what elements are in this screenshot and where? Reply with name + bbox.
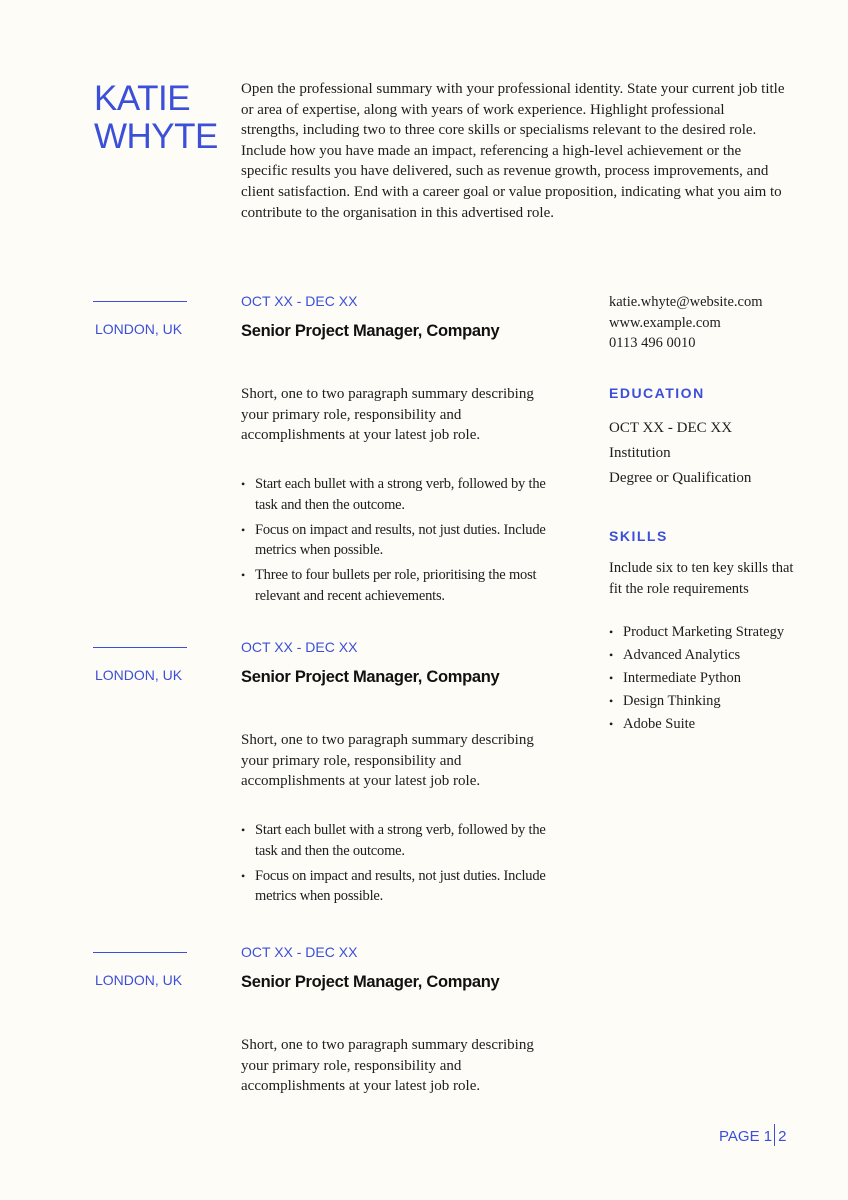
total-pages: 2: [778, 1128, 787, 1145]
job-location: LONDON, UK: [95, 321, 183, 337]
first-name: KATIE: [94, 79, 191, 118]
job-bullet: • Start each bullet with a strong verb, followed by the task and then the outcome.: [241, 474, 571, 515]
skill-item: • Adobe Suite: [609, 713, 784, 736]
education-degree: Degree or Qualification: [609, 470, 752, 486]
job-title: Senior Project Manager, Company: [241, 668, 500, 686]
section-divider: [93, 952, 187, 953]
job-description: Short, one to two paragraph summary describing your primary role, responsibility and accomplishments at your latest job role.: [241, 732, 534, 789]
job-bullet: • Focus on impact and results, not just duties. Include metrics when possible.: [241, 520, 571, 561]
job-bullet: • Focus on impact and results, not just duties. Include metrics when possible.: [241, 866, 571, 907]
professional-summary: Open the professional summary with your professional identity. State your current job title or area of expertise, along with years of work experience. Highlight professional strengths, including two to three core skills or specialisms relevant to the desired role. Include how you have made an impact, referencing a high-level achievement or the specific results you have delivered, such as revenue growth, process improvements, and client satisfaction. End with a career goal or value proposition, indicating what you aim to contribute to the organisation in this advertised role.: [241, 81, 785, 221]
page-number: [719, 1124, 786, 1146]
experience-entry: [0, 639, 600, 927]
skills-list: [609, 621, 784, 736]
job-title: Senior Project Manager, Company: [241, 322, 500, 340]
skills-heading: SKILLS: [609, 528, 668, 544]
skill-item: • Product Marketing Strategy: [609, 621, 784, 644]
skill-item: • Intermediate Python: [609, 667, 784, 690]
education-dates: OCT XX - DEC XX: [609, 420, 733, 436]
job-bullet: • Three to four bullets per role, prioritising the most relevant and recent achievements.: [241, 565, 571, 606]
job-bullets: [241, 820, 571, 911]
last-name: WHYTE: [94, 117, 218, 156]
section-divider: [93, 301, 187, 302]
contact-phone: 0113 496 0010: [609, 335, 696, 351]
page-separator: [774, 1124, 775, 1146]
job-location: LONDON, UK: [95, 972, 183, 988]
job-description: Short, one to two paragraph summary describing your primary role, responsibility and accomplishments at your latest job role.: [241, 1037, 534, 1094]
job-title: Senior Project Manager, Company: [241, 973, 500, 991]
experience-entry: [0, 293, 600, 621]
section-divider: [93, 647, 187, 648]
education-institution: Institution: [609, 445, 671, 461]
job-dates: OCT XX - DEC XX: [241, 293, 358, 309]
job-description: Short, one to two paragraph summary describing your primary role, responsibility and accomplishments at your latest job role.: [241, 386, 534, 443]
education-heading: EDUCATION: [609, 385, 705, 401]
education-details: [609, 416, 751, 491]
page-label: PAGE 1: [719, 1128, 773, 1145]
contact-email[interactable]: katie.whyte@website.com: [609, 294, 763, 310]
job-dates: OCT XX - DEC XX: [241, 944, 358, 960]
job-bullets: [241, 474, 571, 611]
job-location: LONDON, UK: [95, 667, 183, 683]
job-bullet: • Start each bullet with a strong verb, followed by the task and then the outcome.: [241, 820, 571, 861]
contact-details: [609, 292, 762, 354]
skill-item: • Advanced Analytics: [609, 644, 784, 667]
skill-item: • Design Thinking: [609, 690, 784, 713]
skills-intro: Include six to ten key skills that fit the role requirements: [609, 560, 794, 597]
job-dates: OCT XX - DEC XX: [241, 639, 358, 655]
candidate-name: [94, 80, 218, 156]
experience-entry: [0, 944, 600, 1112]
contact-website[interactable]: www.example.com: [609, 314, 721, 331]
